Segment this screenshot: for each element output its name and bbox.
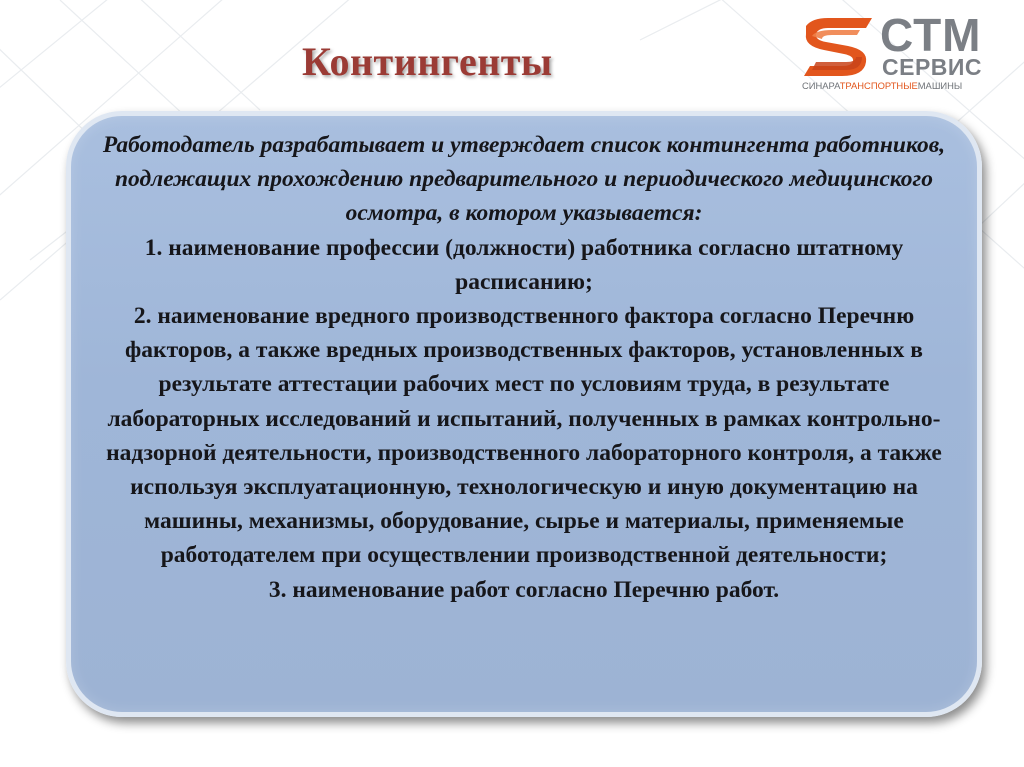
logo-tagline-part3: МАШИНЫ	[917, 80, 963, 91]
logo-tagline-part2: ТРАНСПОРТНЫЕ	[839, 80, 918, 91]
page-title: Контингенты	[302, 39, 553, 84]
list-item: 1. наименование профессии (должности) работника согласно штатному расписанию;	[144, 234, 904, 295]
company-logo	[800, 9, 1014, 94]
logo-tagline	[802, 80, 962, 91]
logo-mark-icon	[802, 16, 874, 78]
logo-tagline-part1: СИНАРА	[802, 80, 840, 91]
content-text	[80, 128, 968, 607]
list-item: 3. наименование работ согласно Перечню работ.	[268, 576, 780, 603]
list-item: 2. наименование вредного производственного фактора согласно Перечню факторов, а также вредных производственных факторов, установленных в результате аттестации рабочих мест по условиям труда, в результате лабораторных исследований и испытаний, полученных в рамках контрольно-надзорной деятельности, производственного лабораторного контроля, а также используя эксплуатационную, технологическую и иную документацию на машины, механизмы, оборудование, сырье и материалы, применяемые работодателем при осуществлении производственной деятельности;	[106, 303, 942, 569]
logo-brand-text: СТМ	[880, 9, 982, 61]
intro-paragraph: Работодатель разрабатывает и утверждает список контингента работников, подлежащих прохождению предварительного и периодического медицинского осмотра, в котором указывается:	[102, 132, 946, 227]
logo-subtitle-text: СЕРВИС	[882, 54, 983, 80]
